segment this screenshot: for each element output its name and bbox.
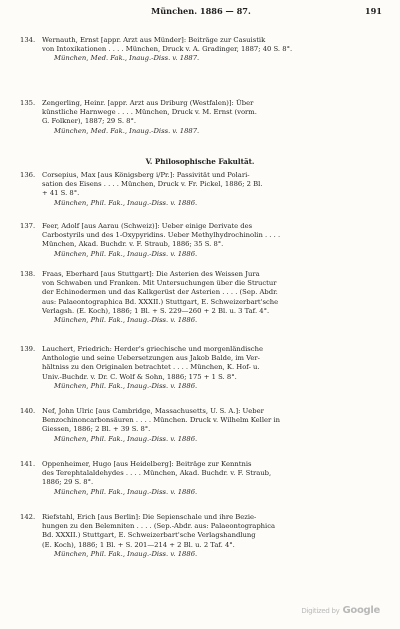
entry-line: hältniss zu den Originalen betrachtet . . . . München, K. Hof- u.: [42, 363, 260, 372]
digitizer-watermark: [301, 605, 380, 616]
entry-line: Wernauth, Ernst [appr. Arzt aus Münder]: Beiträge zur Casuistik: [42, 36, 266, 44]
entry-line: Giessen, 1886; 2 Bl. + 39 S. 8°.: [42, 425, 151, 434]
entry-line: G. Folkner), 1887; 29 S. 8°.: [42, 117, 137, 126]
entry-line: aus: Palaeontographica Bd. XXXII.) Stuttgart, E. Schweizerbart'sche: [42, 297, 279, 306]
entry-line: (E. Koch), 1886; 1 Bl. + S. 201—214 + 2 Bl. u. 2 Taf. 4°.: [42, 540, 235, 549]
entry-line: Carbostyrils und des 1-Oxypyridins. Ueber Methylhydrochinolin . . . .: [42, 231, 281, 240]
watermark-prefix: Digitized by: [301, 607, 340, 615]
entry-text: [42, 171, 380, 208]
entry-number: 136.: [20, 171, 36, 179]
entry-line: Verlagsh. (E. Koch), 1886; 1 Bl. + S. 229—260 + 2 Bl. u. 3 Taf. 4°.: [42, 306, 270, 315]
watermark-brand: Google: [342, 605, 380, 616]
page-number: 191: [364, 6, 382, 16]
entry-number: 142.: [20, 513, 36, 521]
entry-note: München, Phil. Fak., Inaug.-Diss. v. 1886.: [54, 434, 198, 443]
entry-note: München, Phil. Fak., Inaug.-Diss. v. 1886.: [54, 549, 198, 558]
entry-line: Anthologie und seine Uebersetzungen aus Jakob Balde, im Ver-: [42, 354, 260, 363]
entry-line: + 41 S. 8°.: [42, 189, 80, 198]
entry-line: 1886; 29 S. 8°.: [42, 478, 94, 487]
entry-text: [42, 36, 380, 64]
entry-line: Fraas, Eberhard [aus Stuttgart]: Die Asterien des Weissen Jura: [42, 270, 260, 278]
entry-line: hungen zu den Belemniten . . . . (Sep.-Abdr. aus: Palaeontographica: [42, 522, 276, 531]
entry-text: [42, 222, 380, 259]
entry-line: Nef, John Ulric [aus Cambridge, Massachusetts, U. S. A.]: Ueber: [42, 407, 264, 415]
entry-line: Feer, Adolf [aus Aarau (Schweiz)]: Ueber einige Derivate des: [42, 222, 253, 230]
running-title: München. 1886 — 87.: [151, 6, 251, 16]
entry-line: München, Akad. Buchdr. v. F. Straub, 1886; 35 S. 8°.: [42, 240, 224, 249]
entry-number: 139.: [20, 345, 36, 353]
entry-number: 134.: [20, 36, 36, 44]
entry-note: München, Med. Fak., Inaug.-Diss. v. 1887.: [54, 126, 200, 135]
entry-line: Corsepius, Max [aus Königsberg i/Pr.]: Passivität und Polari-: [42, 171, 250, 179]
section-heading: V. Philosophische Fakultät.: [145, 157, 255, 166]
entry-number: 135.: [20, 99, 36, 107]
entry-number: 137.: [20, 222, 36, 230]
entry-line: Univ.-Buchdr. v. Dr. C. Wolf & Sohn, 1886; 175 + 1 S. 8°.: [42, 372, 237, 381]
entry-text: [42, 460, 380, 497]
entry-line: künstliche Harnwege . . . . München, Druck v. M. Ernst (vorm.: [42, 108, 257, 117]
entry-text: [42, 407, 380, 444]
entry-line: Lauchert, Friedrich: Herder's griechische und morgenländische: [42, 345, 263, 353]
running-header: [20, 6, 382, 18]
entry-note: München, Phil. Fak., Inaug.-Diss. v. 1886.: [54, 381, 198, 390]
entry-number: 141.: [20, 460, 36, 468]
entry-note: München, Phil. Fak., Inaug.-Diss. v. 1886.: [54, 198, 198, 207]
entry-number: 140.: [20, 407, 36, 415]
entry-line: Oppenheimer, Hugo [aus Heidelberg]: Beiträge zur Kenntnis: [42, 460, 252, 468]
entry-line: des Terephtalaldehydes . . . . München, Akad. Buchdr. v. F. Straub,: [42, 469, 272, 478]
entry-line: von Schwaben und Franken. Mit Untersuchungen über die Structur: [42, 279, 277, 288]
entry-note: München, Med. Fak., Inaug.-Diss. v. 1887.: [54, 54, 200, 63]
entry-text: [42, 513, 380, 559]
entry-number: 138.: [20, 270, 36, 278]
entry-note: München, Phil. Fak., Inaug.-Diss. v. 1886.: [54, 487, 198, 496]
entry-line: Zengerling, Heinr. [appr. Arzt aus Driburg (Westfalen)]: Über: [42, 99, 254, 107]
entry-text: [42, 345, 380, 391]
entry-line: sation des Eisens . . . . München, Druck v. Fr. Pickel, 1886; 2 Bl.: [42, 180, 263, 189]
entry-line: Benzochinoncarbonsäuren . . . . München. Druck v. Wilhelm Keller in: [42, 416, 280, 425]
entry-line: der Echinodermen und das Kalkgerüst der Asterien . . . . (Sep. Abdr.: [42, 288, 278, 297]
entry-line: Riefstahl, Erich [aus Berlin]: Die Sepienschale und ihre Bezie-: [42, 513, 257, 521]
entry-text: [42, 270, 380, 325]
entry-line: von Intoxikationen . . . . München, Druck v. A. Gradinger, 1887; 40 S. 8°.: [42, 45, 293, 54]
entry-note: München, Phil. Fak., Inaug.-Diss. v. 1886.: [54, 316, 198, 325]
entry-text: [42, 99, 380, 136]
entry-line: Bd. XXXII.) Stuttgart, E. Schweizerbart'sche Verlagshandlung: [42, 531, 256, 540]
entry-note: München, Phil. Fak., Inaug.-Diss. v. 1886.: [54, 249, 198, 258]
